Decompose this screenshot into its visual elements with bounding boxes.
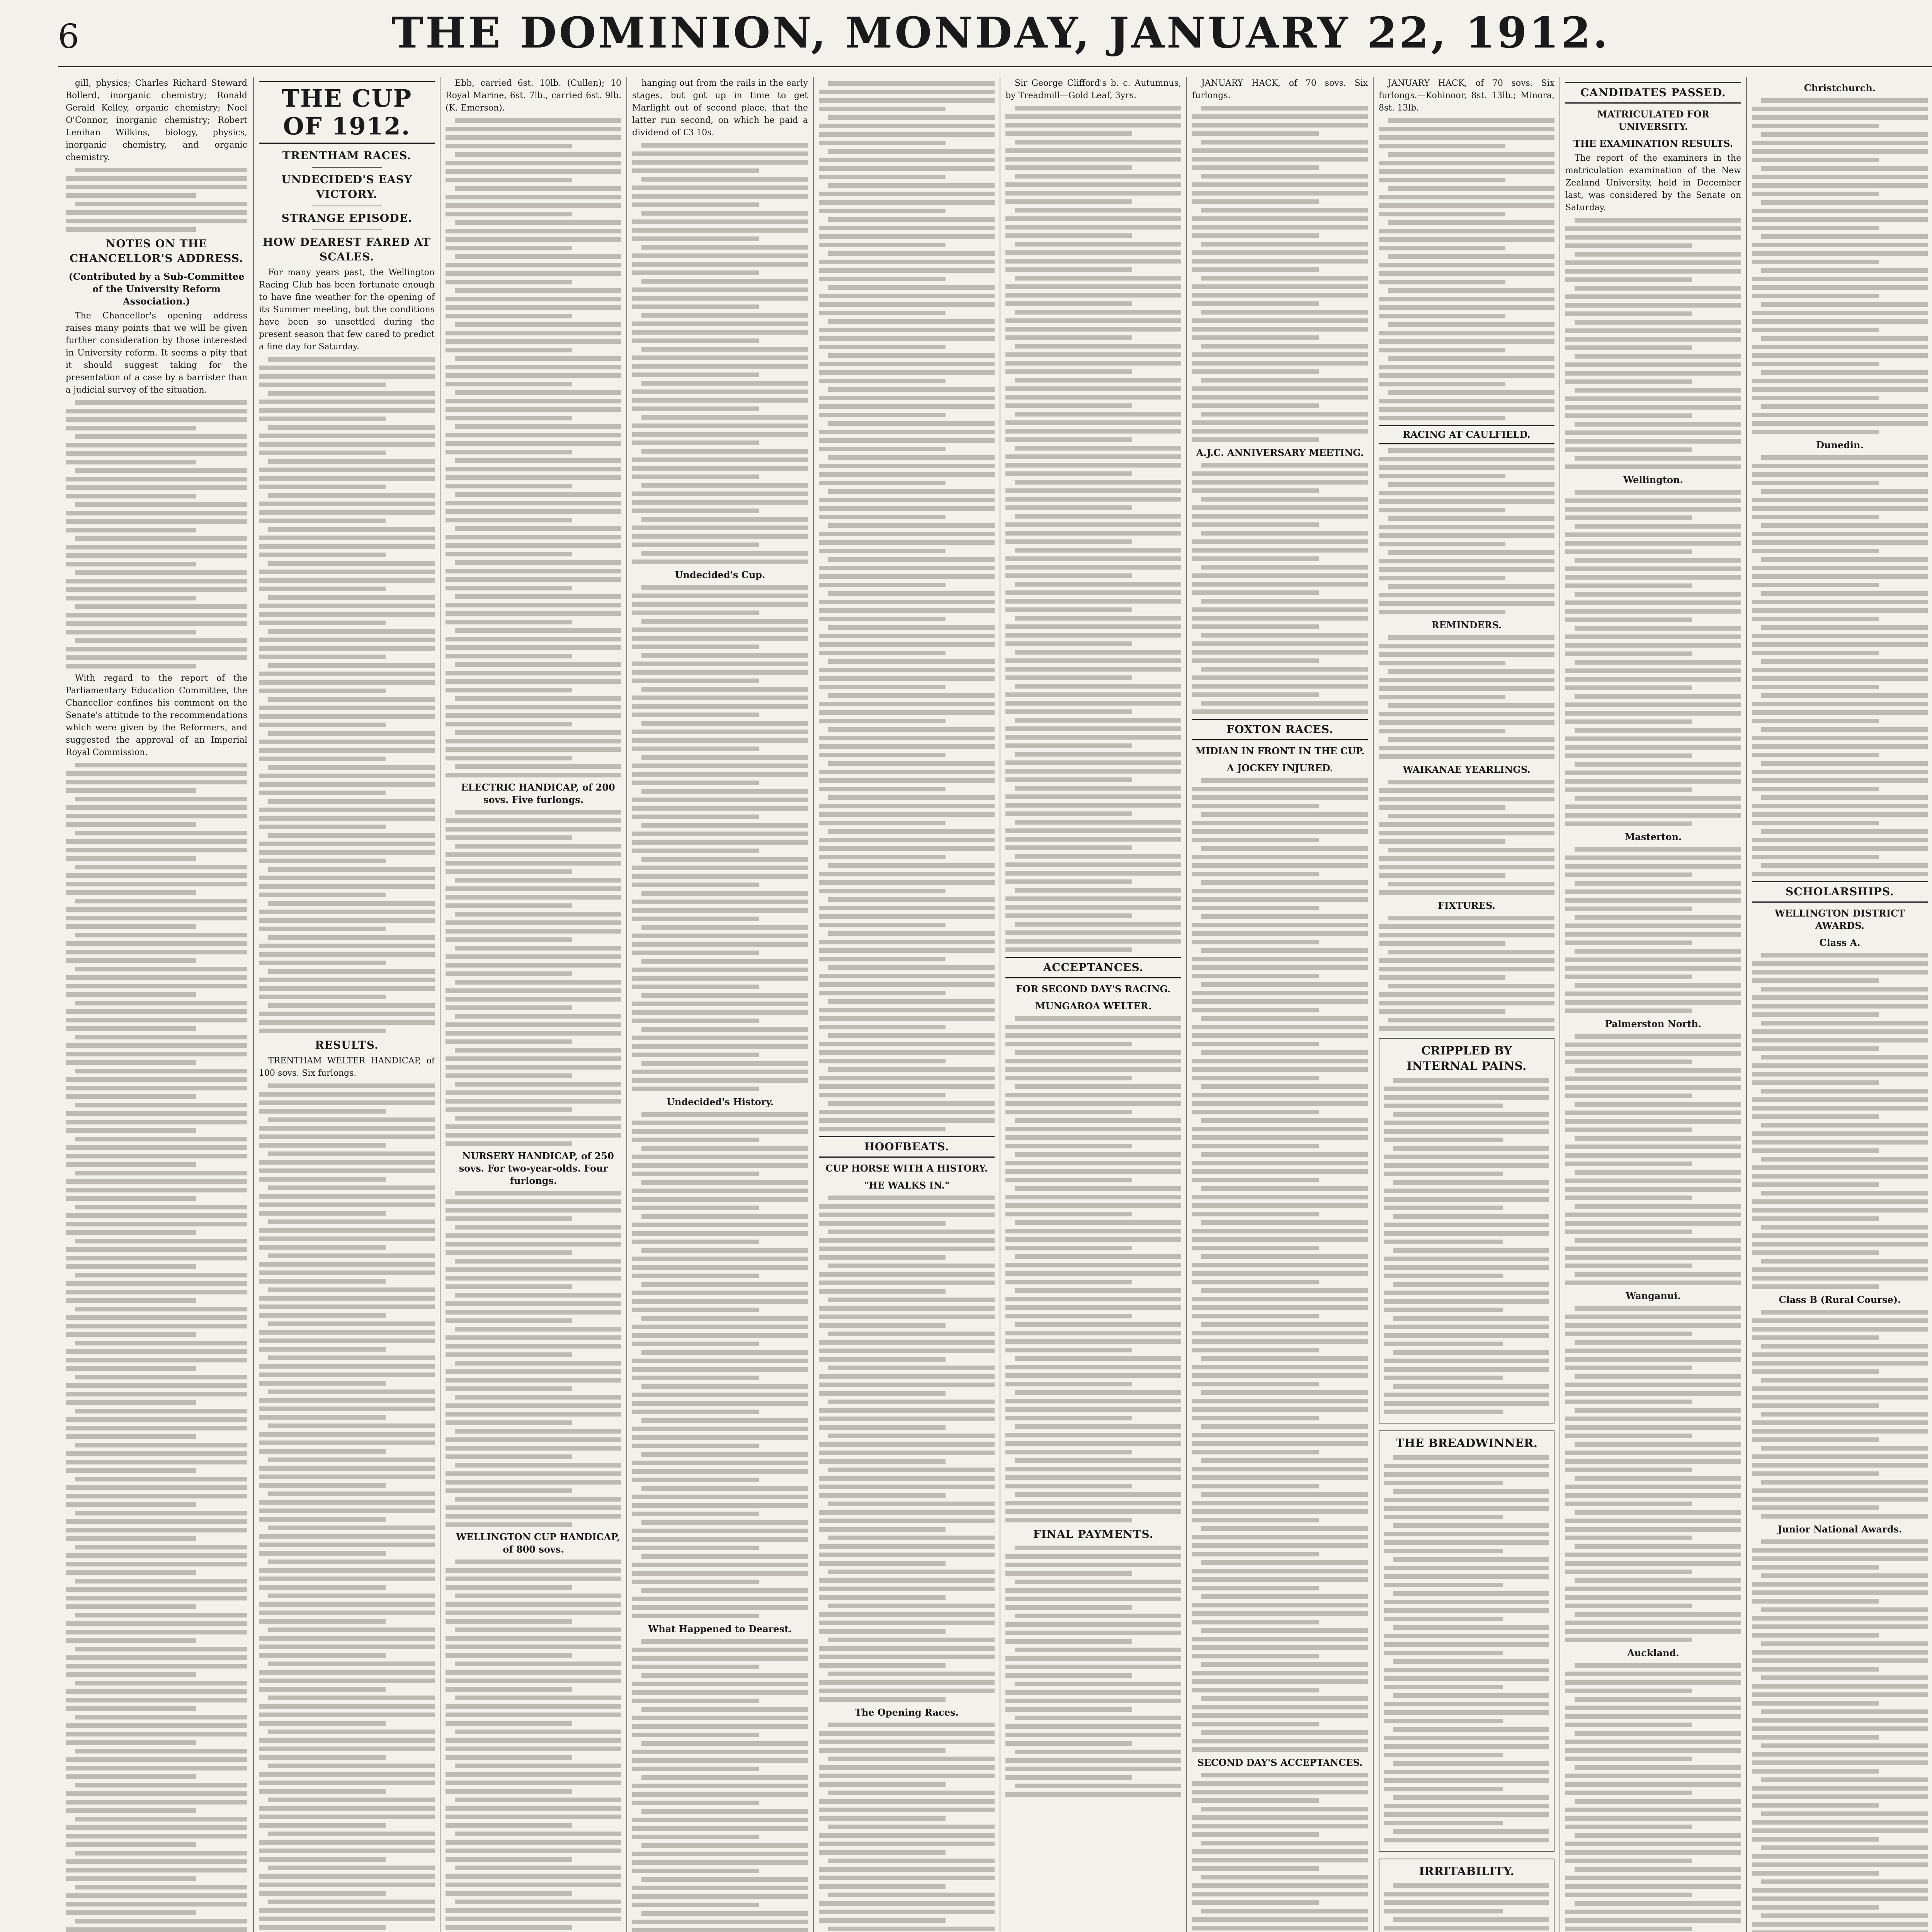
section-heading: What Happened to Dearest. xyxy=(648,1623,792,1634)
column-5 xyxy=(819,77,995,1932)
race-entry: JANUARY HACK, of 70 sovs. Six furlongs. xyxy=(1192,78,1368,100)
text-block xyxy=(259,357,435,1033)
text-block xyxy=(1565,1663,1741,1932)
article-byline: (Contributed by a Sub-Committee of the University Reform Association.) xyxy=(68,271,245,307)
article-text: Sir George Clifford's b. c. Autumnus, by Treadmill—Gold Leaf, 3yrs. xyxy=(1005,78,1181,100)
text-block xyxy=(1005,106,1181,952)
region-heading: Auckland. xyxy=(1627,1647,1679,1658)
subheading: MATRICULATED FOR UNIVERSITY. xyxy=(1597,109,1709,132)
subheading: "HE WALKS IN." xyxy=(864,1180,950,1191)
advertisement xyxy=(1379,1038,1554,1423)
divider xyxy=(312,167,382,168)
column-rule xyxy=(1186,77,1187,1932)
text-block xyxy=(1752,455,1928,876)
column-6 xyxy=(1005,77,1181,1932)
article-heading: HOOFBEATS. xyxy=(819,1136,995,1158)
text-block xyxy=(1752,953,1928,1289)
subheading: HOW DEAREST FARED AT SCALES. xyxy=(263,236,431,263)
section-heading: SECOND DAY'S ACCEPTANCES. xyxy=(1197,1757,1363,1768)
region-heading: Palmerston North. xyxy=(1605,1018,1702,1029)
section-heading: Undecided's History. xyxy=(667,1096,774,1107)
section-heading: MUNGAROA WELTER. xyxy=(1035,1000,1151,1012)
text-block xyxy=(66,763,247,1932)
region-heading: Dunedin. xyxy=(1816,439,1864,451)
race-entry: TRENTHAM WELTER HANDICAP, of 100 sovs. Six furlongs. xyxy=(259,1056,435,1078)
region-heading: Wellington. xyxy=(1623,474,1683,485)
text-block xyxy=(1384,1883,1549,1932)
article-text: Ebb, carried 6st. 10lb. (Cullen); 10 Royal Marine, 6st. 7lb., carried 6st. 9lb. (K. Emerson). xyxy=(446,78,621,113)
text-block xyxy=(446,1191,621,1527)
subheading: STRANGE EPISODE. xyxy=(281,212,412,224)
subheading: MIDIAN IN FRONT IN THE CUP. xyxy=(1195,745,1365,757)
text-block xyxy=(1752,1310,1928,1519)
text-block xyxy=(1192,106,1368,442)
text-block xyxy=(632,1639,808,1932)
masthead xyxy=(58,0,1932,67)
subheading: UNDECIDED'S EASY VICTORY. xyxy=(281,173,412,201)
column-8 xyxy=(1379,77,1554,1932)
advertisement-title: IRRITABILITY. xyxy=(1419,1865,1514,1878)
text-block xyxy=(1005,1016,1181,1522)
text-block xyxy=(66,168,247,232)
column-rule xyxy=(1373,77,1374,1932)
text-block xyxy=(1752,1539,1928,1932)
text-block xyxy=(1379,448,1554,614)
article-heading: CANDIDATES PASSED. xyxy=(1565,82,1741,104)
text-block xyxy=(1384,1455,1549,1842)
text-block xyxy=(1192,778,1368,1752)
subheading: RESULTS. xyxy=(315,1039,379,1051)
column-4 xyxy=(632,77,808,1932)
section-heading: FINAL PAYMENTS. xyxy=(1033,1528,1154,1541)
text-block xyxy=(1192,1773,1368,1932)
section-heading: A.J.C. ANNIVERSARY MEETING. xyxy=(1196,447,1364,458)
text-block xyxy=(446,810,621,1146)
section-heading: Undecided's Cup. xyxy=(675,569,765,580)
advertisement xyxy=(1379,1430,1554,1852)
race-entry: NURSERY HANDICAP, of 250 sovs. For two-year-olds. Four furlongs. xyxy=(459,1150,614,1186)
headline-cup: THE CUP OF 1912. xyxy=(259,81,435,144)
article-text: For many years past, the Wellington Racing Club has been fortunate enough to have fine weather for the opening of its Summer meeting, but the conditions have been so unsettled during the present season that few cared to predict a fine day for Saturday. xyxy=(259,268,435,352)
advertisement-title: THE BREADWINNER. xyxy=(1395,1437,1538,1450)
subheading: FOR SECOND DAY'S RACING. xyxy=(1016,983,1171,995)
text-block xyxy=(1379,780,1554,895)
column-2 xyxy=(259,77,435,1932)
column-rule xyxy=(1746,77,1747,1932)
race-entry: JANUARY HACK, of 70 sovs. Six furlongs.—Kohinoor, 8st. 13lb.; Minora, 8st. 13lb. xyxy=(1379,78,1554,113)
subheading: WELLINGTON DISTRICT AWARDS. xyxy=(1774,908,1905,931)
text-block xyxy=(1565,218,1741,469)
text-block xyxy=(1379,916,1554,1031)
column-9 xyxy=(1565,77,1741,1932)
subheading: CUP HORSE WITH A HISTORY. xyxy=(825,1163,988,1174)
article-heading: NOTES ON THE CHANCELLOR'S ADDRESS. xyxy=(70,237,243,265)
text-block xyxy=(1379,118,1554,420)
text-block xyxy=(259,1083,435,1932)
column-3 xyxy=(446,77,621,1932)
race-entry: ELECTRIC HANDICAP, of 200 sovs. Five furlongs. xyxy=(461,782,615,805)
text-block xyxy=(66,400,247,668)
region-heading: Christchurch. xyxy=(1804,82,1876,94)
section-heading: Class A. xyxy=(1819,937,1861,948)
text-block xyxy=(819,1196,995,1702)
section-heading: WAIKANAE YEARLINGS. xyxy=(1403,764,1531,775)
text-block xyxy=(446,1560,621,1932)
text-block xyxy=(632,1112,808,1618)
article-text: With regard to the report of the Parliamentary Education Committee, the Chancellor confines his comment on the Senate's attitude to the recommendations which were given by the Reformers, and suggested the approval of an Imperial Royal Commission. xyxy=(66,673,247,757)
paper-title: THE DOMINION, MONDAY, JANUARY 22, 1912. xyxy=(391,8,1610,58)
section-heading: Junior National Awards. xyxy=(1777,1524,1902,1535)
column-rule xyxy=(813,77,814,1932)
text-block xyxy=(632,585,808,1091)
section-heading: FIXTURES. xyxy=(1438,900,1495,911)
article-text: The Chancellor's opening address raises many points that we will be given further consideration by those interested in University reform. It seems a pity that it should suggest taking for the presentation of a case by a barrister than a judicial survey of the situation. xyxy=(66,311,247,395)
text-block xyxy=(819,1723,995,1932)
column-rule xyxy=(253,77,254,1932)
text-block xyxy=(1565,1306,1741,1642)
column-1 xyxy=(66,77,247,1932)
text-block xyxy=(1565,847,1741,1013)
text-block xyxy=(1565,490,1741,826)
article-heading: ACCEPTANCES. xyxy=(1005,957,1181,978)
subheading: TRENTHAM RACES. xyxy=(282,149,412,162)
text-block xyxy=(1752,98,1928,434)
section-heading: REMINDERS. xyxy=(1431,619,1502,631)
text-block xyxy=(632,143,808,564)
advertisement xyxy=(1379,1859,1554,1932)
column-rule xyxy=(626,77,627,1932)
text-block xyxy=(1192,463,1368,714)
article-text: gill, physics; Charles Richard Steward Bollerd, inorganic chemistry; Ronald Gerald Kelley, organic chemistry; Noel O'Connor, inorganic chemistry; Robert Lenihan Wilkins, biology, physics, inorganic chemistry, and organic chemistry. xyxy=(66,78,247,162)
column-7 xyxy=(1192,77,1368,1932)
page-number: 6 xyxy=(58,17,79,56)
race-entry: WELLINGTON CUP HANDICAP, of 800 sovs. xyxy=(456,1531,620,1555)
region-heading: Wanganui. xyxy=(1626,1290,1681,1301)
article-heading: SCHOLARSHIPS. xyxy=(1752,881,1928,903)
section-heading: RACING AT CAULFIELD. xyxy=(1379,425,1554,444)
subheading: A JOCKEY INJURED. xyxy=(1227,762,1333,774)
column-10 xyxy=(1752,77,1928,1932)
article-text: hanging out from the rails in the early stages, but got up in time to get Marlight out of second place, that the latter run second, on which he paid a dividend of £3 10s. xyxy=(632,78,808,138)
text-block xyxy=(1005,1546,1181,1797)
text-block xyxy=(1565,1034,1741,1285)
subheading: THE EXAMINATION RESULTS. xyxy=(1573,138,1733,149)
text-block xyxy=(819,81,995,1131)
text-block xyxy=(446,118,621,777)
text-block xyxy=(1384,1078,1549,1414)
advertisement-title: CRIPPLED BY INTERNAL PAINS. xyxy=(1406,1044,1527,1073)
region-heading: Masterton. xyxy=(1624,831,1682,842)
text-block xyxy=(1379,635,1554,759)
section-heading: Class B (Rural Course). xyxy=(1779,1294,1901,1305)
article-text: The report of the examiners in the matriculation examination of the New Zealand University, held in December last, was considered by the Senate on Saturday. xyxy=(1565,153,1741,213)
article-heading: FOXTON RACES. xyxy=(1192,719,1368,740)
section-heading: The Opening Races. xyxy=(855,1707,959,1718)
